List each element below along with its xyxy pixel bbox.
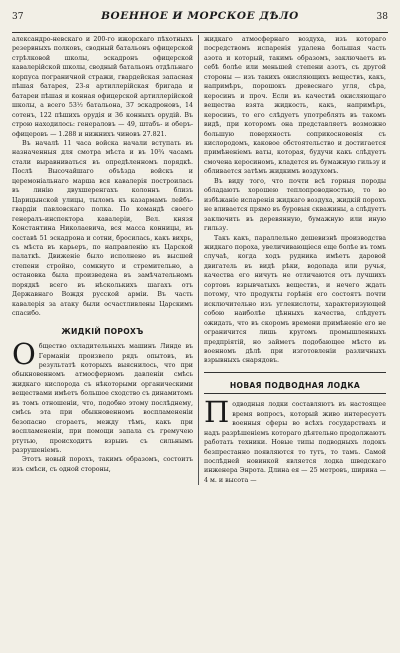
right-column xyxy=(199,35,386,485)
paragraph-text: бщество охладительныхъ машинъ Линде въ Германіи произвело рядъ опытовъ, въ результатѣ которыхъ выяснилось, что при обыкновенномъ атмосферномъ давленіи смѣсь жидкаго кислорода съ нѣкоторыми органическими веществами имѣетъ большое сходство съ динамитомъ въ томъ отношеніи, что, подобно этому послѣднему, смѣсь эта при обыкновенномъ воспламененіи безопасно сгораетъ, между тѣмъ, какъ при воспламененіи, при помощи запала съ гремучею ртутью, происходитъ взрывъ съ сильнымъ разрушеніемъ. xyxy=(12,343,193,455)
page-number-right: 38 xyxy=(376,12,388,22)
page-number-left: 37 xyxy=(12,12,24,22)
paragraph-text: одводныя лодки составляютъ въ настоящее время вопросъ, который живо интересуетъ военныя сферы во всѣхъ государствахъ и надъ разрѣшеніемъ котораго дѣятельно продолжаютъ работать техники. Новые типы подводныхъ лодокъ безпрестанно появляются то тутъ, то тамъ. Самой послѣдней новинкой является лодка шведскаго инженера Энрота. Длина ея — 25 метровъ, ширина — 4 м. и высота — xyxy=(204,401,386,484)
paragraph: жидкаго атмосфернаго воздуха, изъ котораго посредствомъ испаренія удалена большая часть азота и который, такимъ образомъ, заключаетъ въ себѣ болѣе или меньшей степени азотъ, съ другой стороны — изъ такихъ окисляющихъ веществъ, какъ, напримѣръ, порошокъ древеснаго угля, сѣра, керосинъ и проч. Если въ качествѣ окисляющаго вещества взята жидкость, какъ, напримѣръ, керосинъ, то его слѣдуетъ употреблять въ такомъ видѣ, при которомъ она представляетъ возможно большую поверхность соприкосновенія съ кислородомъ, каковое обстоятельство и достигается примѣненіемъ ваты, которая, будучи какъ слѣдуетъ смочена керосиномъ, кладется въ бумажную гильзу и обливается затѣмъ жидкимъ воздухомъ. xyxy=(204,36,386,176)
running-header xyxy=(12,10,388,33)
paragraph: Этотъ новый порохъ, такимъ образомъ, состоитъ изъ смѣси, съ одной стороны, xyxy=(12,456,193,473)
paragraph-with-dropcap xyxy=(204,395,386,485)
drop-cap: П xyxy=(204,395,230,430)
paragraph: Въ виду того, что почти всѣ горныя породы обладаютъ хорошею теплопроводностью, то во избѣжаніе испаренія жидкаго воздуха, жидкій порохъ не вливается прямо въ буровыя скважины, а слѣдуетъ заключить въ деревянную, бумажную или иную гильзу. xyxy=(204,177,387,233)
drop-cap: О xyxy=(12,337,36,372)
paragraph: Такъ какъ, параллельно дешевизнѣ производства жидкаго пороха, увеличивающіеся еще болѣе въ томъ случаѣ, когда ходъ рудника имѣетъ даровой двигатель въ видѣ рѣки, водопада или ручья, качества его ничуть не отличаются отъ лучшихъ сортовъ взрывчатыхъ веществъ, и нечего ждать потому, что продукты горѣнія его состоятъ почти исключительно изъ углекислоты, характеризующей собою наиболѣе цѣнныхъ качества, слѣдуетъ ожидать, что въ скоромъ времени примѣненіе его не ограничится лишь кругомъ промышленныхъ предпріятій, но займетъ подобающее мѣсто въ военномъ дѣлѣ при изготовленіи различныхъ взрывныхъ снарядовъ. xyxy=(204,234,386,365)
two-column-body xyxy=(12,35,388,485)
section-title-liquid-powder: ЖИДКІЙ ПОРОХЪ xyxy=(61,326,144,336)
left-column xyxy=(12,35,199,485)
section-divider xyxy=(204,372,386,373)
section-title-submarine: НОВАЯ ПОДВОДНАЯ ЛОДКА xyxy=(204,381,386,394)
paragraph: александро-невскаго и 200-го ижорскаго пѣхотныхъ резервныхъ полковъ, сводный батальонъ офицерской стрѣлковой школы, эскадронъ офицерской кавалерійской школы, сводный батальонъ отдѣльнаго корпуса пограничной стражи, гвардейская запасная пѣшая батарея, 23-я артиллерійская бригада и батареи пѣшая и конная офицерской артиллерійской школы, а всего 53½ батальона, 37 эскадроновъ, 14 сотенъ, 122 пѣшихъ орудія и 36 конныхъ орудій. Въ строю находилось: генераловъ — 49, штабъ- и оберъ-офицеровъ — 1.288 и нижнихъ чиновъ 27.821. xyxy=(12,36,193,138)
paragraph-with-dropcap xyxy=(12,337,193,455)
paragraph: Въ началѣ 11 часа войска начали вступать въ назначенныя для смотра мѣста и въ 10¾ часамъ стали выравниваться въ опредѣленномъ порядкѣ. Послѣ Высочайшаго объѣзда войскъ и церемоніальнаго марша вся кавалерія построилась въ линію двухшеренгахъ колоннъ близъ Царицынской улицы, тыломъ къ казармамъ лейбъ-гвардіи павловскаго полка. По командѣ своего генералъ-инспектора кавалеріи, Вел. князя Константина Николаевича, вся масса конницы, въ составѣ 51 эскадрона и сотни, бросилась, какъ вихрь, съ мѣста въ карьеръ, по направленію къ Царской палаткѣ. Движеніе было исполнено въ высшей степени стройно, сомкнуто и стремительно, а остановка была произведена въ замѣчательномъ порядкѣ всего въ нѣсколькихъ шагахъ отъ Державнаго Вождя русской арміи. Въ часть кавалерія за атаку были осчастливлены Царскимъ спасибо. xyxy=(12,139,193,318)
journal-title: ВОЕННОЕ И МОРСКОЕ ДѢЛО xyxy=(101,10,299,22)
